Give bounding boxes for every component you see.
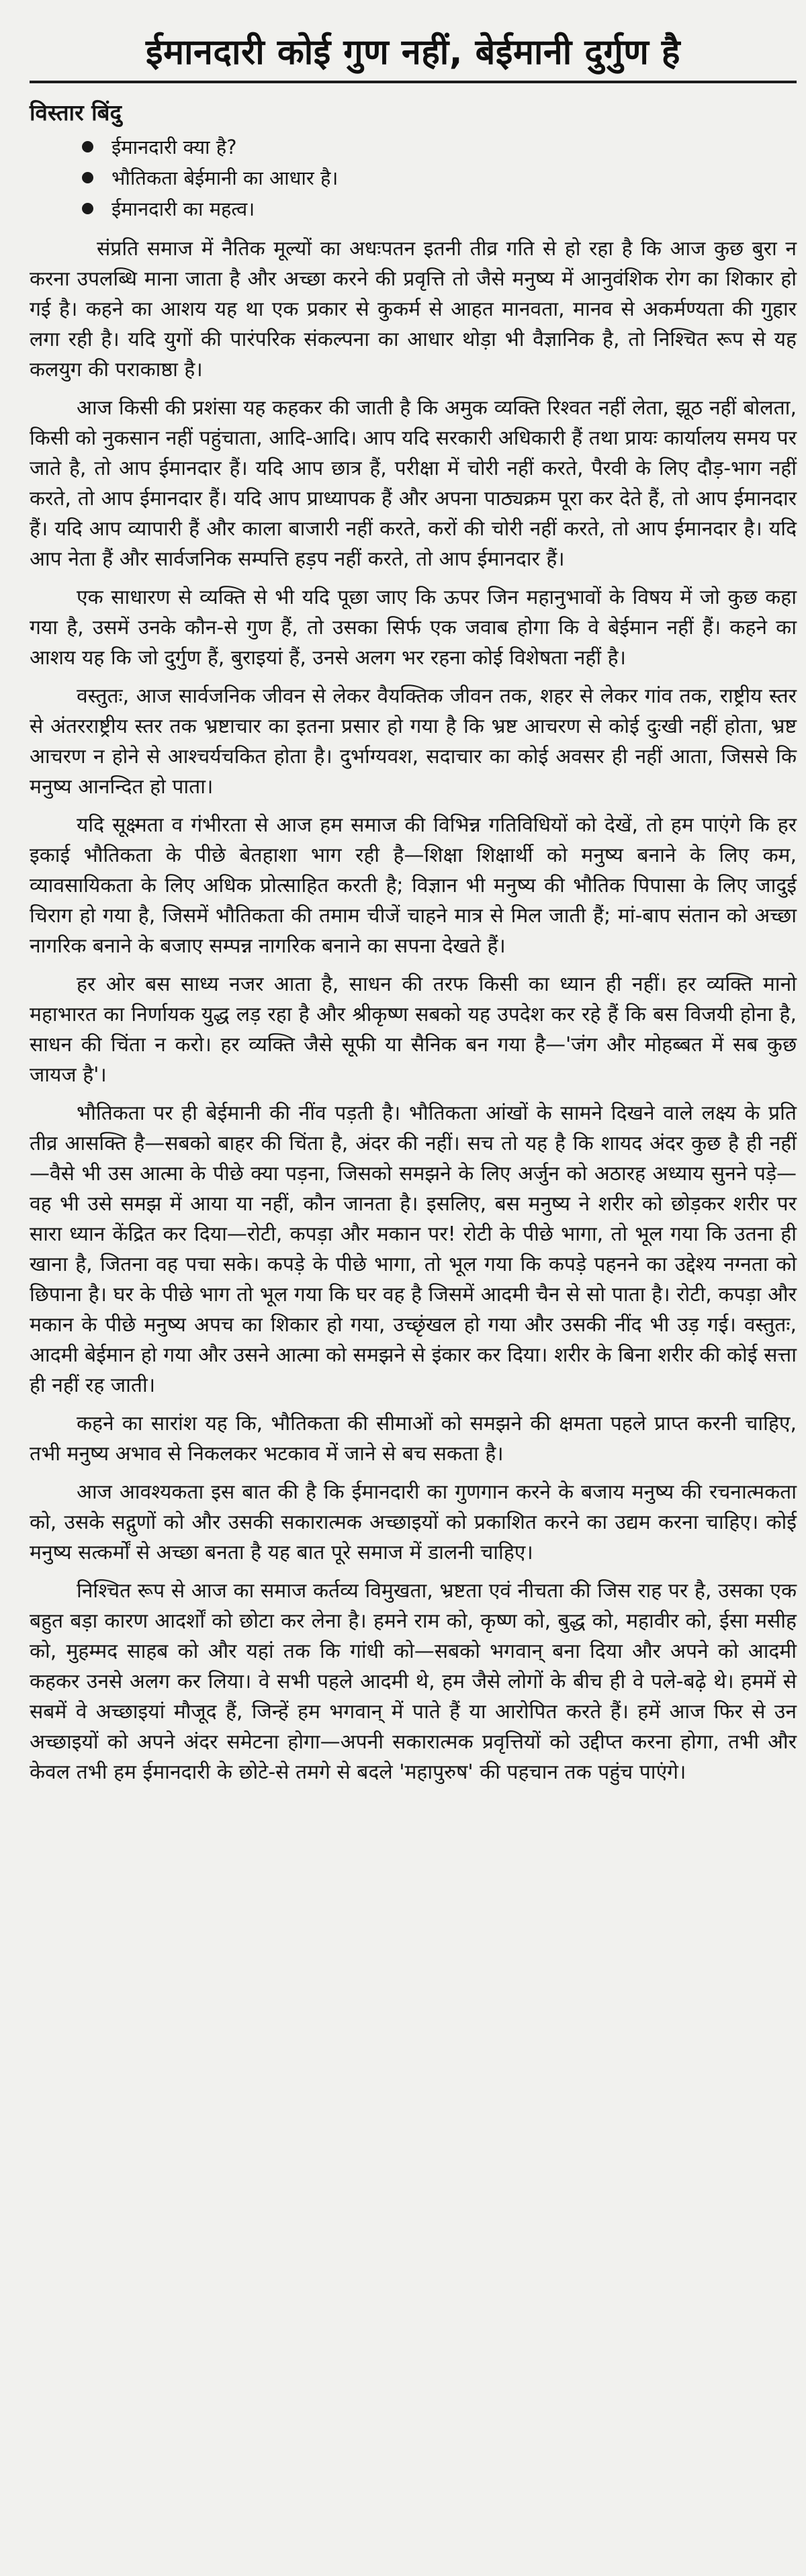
paragraph: एक साधारण से व्यक्ति से भी यदि पूछा जाए कि ऊपर जिन महानुभावों के विषय में जो कुछ कहा गया है, उसमें उनके कौन-से गुण हैं, तो उसका सिर्फ एक जवाब होगा कि वे बेईमान नहीं हैं। कहने का आशय यह कि जो दुर्गुण हैं, बुराइयां हैं, उनसे अलग भर रहना कोई विशेषता नहीं है। bbox=[30, 586, 797, 670]
paragraph: निश्चित रूप से आज का समाज कर्तव्य विमुखता, भ्रष्टता एवं नीचता की जिस राह पर है, उसका एक बहुत बड़ा कारण आदर्शों को छोटा कर लेना है। हमने राम को, कृष्ण को, बुद्ध को, महावीर को, ईसा मसीह को, मुहम्मद साहब को और यहां तक कि गांधी को—सबको भगवान् बना दिया और अपने को आदमी कहकर उनसे अलग कर लिया। वे सभी पहले आदमी थे, हम जैसे लोगों के बीच ही वे पले-बढ़े थे। हममें से सबमें वे अच्छाइयां मौजूद हैं, जिन्हें हम भगवान् में पाते हैं या आरोपित करते हैं। हमें आज फिर से उन अच्छाइयों को अपने अंदर समेटना होगा—अपनी सकारात्मक प्रवृत्तियों को उद्दीप्त करना होगा, तभी और केवल तभी हम ईमानदारी के छोटे-से तमगे से बदले 'महापुरुष' की पहचान तक पहुंच पाएंगे। bbox=[30, 1579, 797, 1784]
paragraph: संप्रति समाज में नैतिक मूल्यों का अधःपतन इतनी तीव्र गति से हो रहा है कि आज कुछ बुरा न करना उपलब्धि माना जाता है और अच्छा करने की प्रवृत्ति तो जैसे मनुष्य में आनुवंशिक रोग का शिकार हो गई है। कहने का आशय यह था एक प्रकार से कुकर्म से आहत मानवता, मानव से अकर्मण्यता की गुहार लगा रही है। यदि युगों की पारंपरिक संकल्पना का आधार थोड़ा भी वैज्ञानिक है, तो निश्चित रूप से यह कलयुग की पराकाष्ठा है। bbox=[30, 237, 797, 382]
outline-list bbox=[82, 132, 797, 224]
outline-point-text: ईमानदारी क्या है? bbox=[111, 136, 237, 159]
paragraph: हर ओर बस साध्य नजर आता है, साधन की तरफ किसी का ध्यान ही नहीं। हर व्यक्ति मानो महाभारत का निर्णायक युद्ध लड़ रहा है और श्रीकृष्ण सबको यह उपदेश कर रहे हैं कि बस विजयी होना है, साधन की चिंता न करो। हर व्यक्ति जैसे सूफी या सैनिक बन गया है—'जंग और मोहब्बत में सब कुछ जायज है'। bbox=[30, 973, 797, 1087]
paragraph: आज आवश्यकता इस बात की है कि ईमानदारी का गुणगान करने के बजाय मनुष्य की रचनात्मकता को, उसके सद्गुणों को और उसकी सकारात्मक अच्छाइयों को प्रकाशित करने का उद्यम करना चाहिए। कोई मनुष्य सत्कर्मों से अच्छा बनता है यह बात पूरे समाज में डालनी चाहिए। bbox=[30, 1480, 797, 1564]
outline-point bbox=[82, 132, 797, 163]
essay-body bbox=[30, 234, 797, 1787]
outline-point-text: भौतिकता बेईमानी का आधार है। bbox=[111, 167, 339, 189]
bullet-icon bbox=[82, 141, 93, 152]
paragraph: यदि सूक्ष्मता व गंभीरता से आज हम समाज की विभिन्न गतिविधियों को देखें, तो हम पाएंगे कि हर इकाई भौतिकता के पीछे बेतहाशा भाग रही है—शिक्षा शिक्षार्थी को मनुष्य बनाने के लिए कम, व्यावसायिकता के लिए अधिक प्रोत्साहित करती है; विज्ञान भी मनुष्य की भौतिक पिपासा के लिए जादुई चिराग हो गया है, जिसमें भौतिकता की तमाम चीजें चाहने मात्र से मिल जाती हैं; मां-बाप संतान को अच्छा नागरिक बनाने के बजाए सम्पन्न नागरिक बनाने का सपना देखते हैं। bbox=[30, 813, 797, 958]
paragraph: आज किसी की प्रशंसा यह कहकर की जाती है कि अमुक व्यक्ति रिश्वत नहीं लेता, झूठ नहीं बोलता, किसी को नुकसान नहीं पहुंचाता, आदि-आदि। आप यदि सरकारी अधिकारी हैं तथा प्रायः कार्यालय समय पर जाते है, तो आप ईमानदार हैं। यदि आप छात्र हैं, परीक्षा में चोरी नहीं करते, पैरवी के लिए दौड़-भाग नहीं करते, तो आप ईमानदार हैं। यदि आप प्राध्यापक हैं और अपना पाठ्यक्रम पूरा कर देते हैं, तो आप ईमानदार हैं। यदि आप व्यापारी हैं और काला बाजारी नहीं करते, करों की चोरी नहीं करते, तो आप ईमानदार है। यदि आप नेता हैं और सार्वजनिक सम्पत्ति हड़प नहीं करते, तो आप ईमानदार हैं। bbox=[30, 396, 797, 571]
paragraph: भौतिकता पर ही बेईमानी की नींव पड़ती है। भौतिकता आंखों के सामने दिखने वाले लक्ष्य के प्रति तीव्र आसक्ति है—सबको बाहर की चिंता है, अंदर की नहीं। सच तो यह है कि शायद अंदर कुछ है ही नहीं—वैसे भी उस आत्मा के पीछे क्या पड़ना, जिसको समझने के लिए अर्जुन को अठारह अध्याय सुनने पड़े—वह भी उसे समझ में आया या नहीं, कौन जानता है। इसलिए, बस मनुष्य ने शरीर को छोड़कर शरीर पर सारा ध्यान केंद्रित कर दिया—रोटी, कपड़ा और मकान पर! रोटी के पीछे भागा, तो भूल गया कि उतना ही खाना है, जितना वह पचा सके। कपड़े के पीछे भागा, तो भूल गया कि कपड़े पहनने का उद्देश्य नग्नता को छिपाना है। घर के पीछे भाग तो भूल गया कि घर वह है जिसमें आदमी चैन से सो पाता है। रोटी, कपड़ा और मकान के पीछे मनुष्य अपच का शिकार हो गया, उच्छृंखल हो गया और उसकी नींद भी उड़ गई। वस्तुतः, आदमी बेईमान हो गया और उसने आत्मा को समझने से इंकार कर दिया। शरीर के बिना शरीर की कोई सत्ता ही नहीं रह जाती। bbox=[30, 1102, 797, 1397]
outline-point-text: ईमानदारी का महत्व। bbox=[111, 197, 255, 220]
outline-point bbox=[82, 193, 797, 224]
bullet-icon bbox=[82, 172, 93, 183]
outline-heading: विस्तार बिंदु bbox=[30, 99, 122, 126]
bullet-icon bbox=[82, 203, 93, 214]
essay-title: ईमानदारी कोई गुण नहीं, बेईमानी दुर्गुण है bbox=[30, 30, 797, 83]
outline-point bbox=[82, 163, 797, 193]
outline-section bbox=[30, 98, 797, 224]
paragraph: कहने का सारांश यह कि, भौतिकता की सीमाओं को समझने की क्षमता पहले प्राप्त करनी चाहिए, तभी मनुष्य अभाव से निकलकर भटकाव में जाने से बच सकता है। bbox=[30, 1412, 797, 1466]
paragraph: वस्तुतः, आज सार्वजनिक जीवन से लेकर वैयक्तिक जीवन तक, शहर से लेकर गांव तक, राष्ट्रीय स्तर से अंतरराष्ट्रीय स्तर तक भ्रष्टाचार का इतना प्रसार हो गया है कि भ्रष्ट आचरण से कोई दुःखी नहीं होता, भ्रष्ट आचरण न होने से आश्चर्यचकित होता है। दुर्भाग्यवश, सदाचार का कोई अवसर ही नहीं आता, जिससे कि मनुष्य आनन्दित हो पाता। bbox=[30, 684, 797, 799]
